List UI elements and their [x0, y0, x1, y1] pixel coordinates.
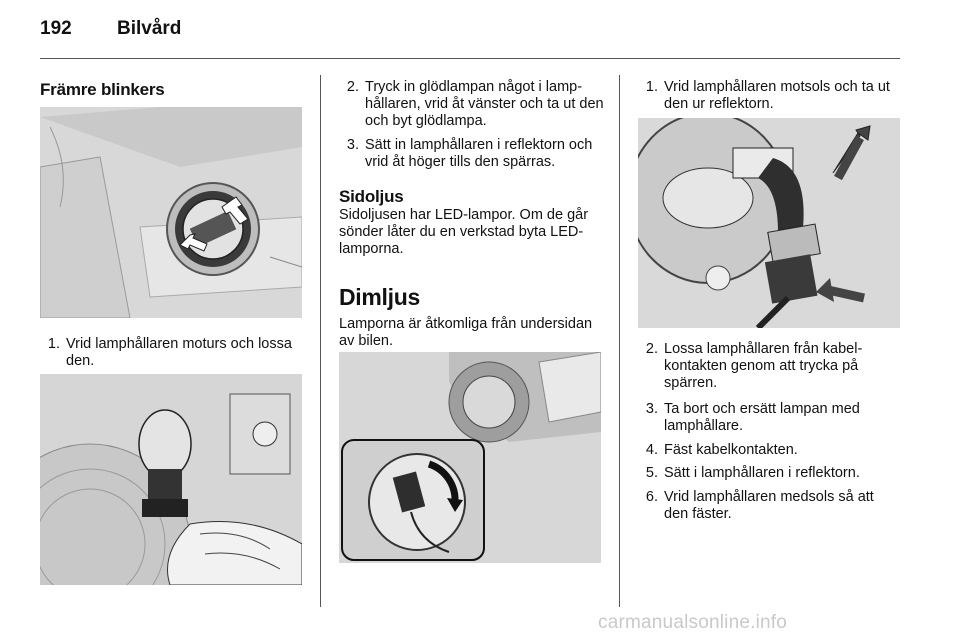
paragraph-dimljus: Lamporna är åtkomliga från undersidan av bilen.	[339, 316, 593, 349]
figure-bulb-removal	[40, 374, 302, 585]
step-number: 3.	[645, 401, 658, 417]
step-number: 4.	[645, 442, 658, 458]
illustration-bulb-in-hand	[40, 374, 302, 585]
step-number: 1.	[47, 336, 60, 352]
step-text: Sätt in lamphållaren i reflektorn och vrid åt höger tills den spärras.	[365, 137, 593, 170]
step-text: Sätt i lamphållaren i reflektorn.	[664, 465, 860, 481]
step-number: 2.	[645, 341, 658, 357]
step-right-1	[638, 79, 900, 113]
step-text: Vrid lamphållaren moturs och lossa den.	[66, 336, 292, 369]
step-right-3	[638, 401, 900, 435]
watermark-text: carmanualsonline.info	[598, 612, 788, 633]
step-left-1	[40, 336, 302, 370]
step-number: 6.	[645, 489, 658, 505]
step-number: 3.	[346, 137, 359, 153]
step-number: 1.	[645, 79, 658, 95]
step-number: 5.	[645, 465, 658, 481]
step-number: 2.	[346, 79, 359, 95]
page-number: 192	[40, 18, 72, 39]
step-text: Lossa lamphållaren från kabelkontakten genom att trycka på spärren.	[664, 341, 863, 391]
heading-front-blinker: Främre blinkers	[40, 80, 165, 99]
step-text: Vrid lamphållaren medsols så att den fäster.	[664, 489, 874, 522]
column-divider-1	[320, 75, 321, 607]
figure-front-blinker-housing	[40, 107, 302, 318]
header-divider	[40, 58, 900, 59]
step-text: Ta bort och ersätt lampan med lamphållare.	[664, 401, 860, 434]
step-right-5	[638, 465, 900, 482]
column-divider-2	[619, 75, 620, 607]
figure-fog-lamp-holder	[638, 118, 900, 328]
step-text: Fäst kabelkontakten.	[664, 442, 798, 458]
step-middle-2	[339, 79, 604, 130]
step-right-4	[638, 442, 900, 459]
paragraph-sidoljus: Sidoljusen har LED-lampor. Om de går sönder låter du en verkstad byta LED-lamporna.	[339, 207, 589, 257]
step-middle-3	[339, 137, 604, 171]
heading-sidoljus: Sidoljus	[339, 187, 404, 206]
step-right-2	[638, 341, 900, 392]
step-right-6	[638, 489, 900, 523]
heading-dimljus: Dimljus	[339, 284, 420, 310]
illustration-lamp-holder-connector	[638, 118, 900, 328]
step-text: Tryck in glödlampan något i lamphållaren, vrid åt vänster och ta ut den och byt glödlampa.	[365, 79, 604, 129]
section-title: Bilvård	[117, 18, 182, 39]
figure-fog-light	[339, 352, 601, 563]
step-text: Vrid lamphållaren motsols och ta ut den ur reflektorn.	[664, 79, 890, 112]
illustration-lamp-housing	[40, 107, 302, 318]
illustration-fog-light-access	[339, 352, 601, 563]
